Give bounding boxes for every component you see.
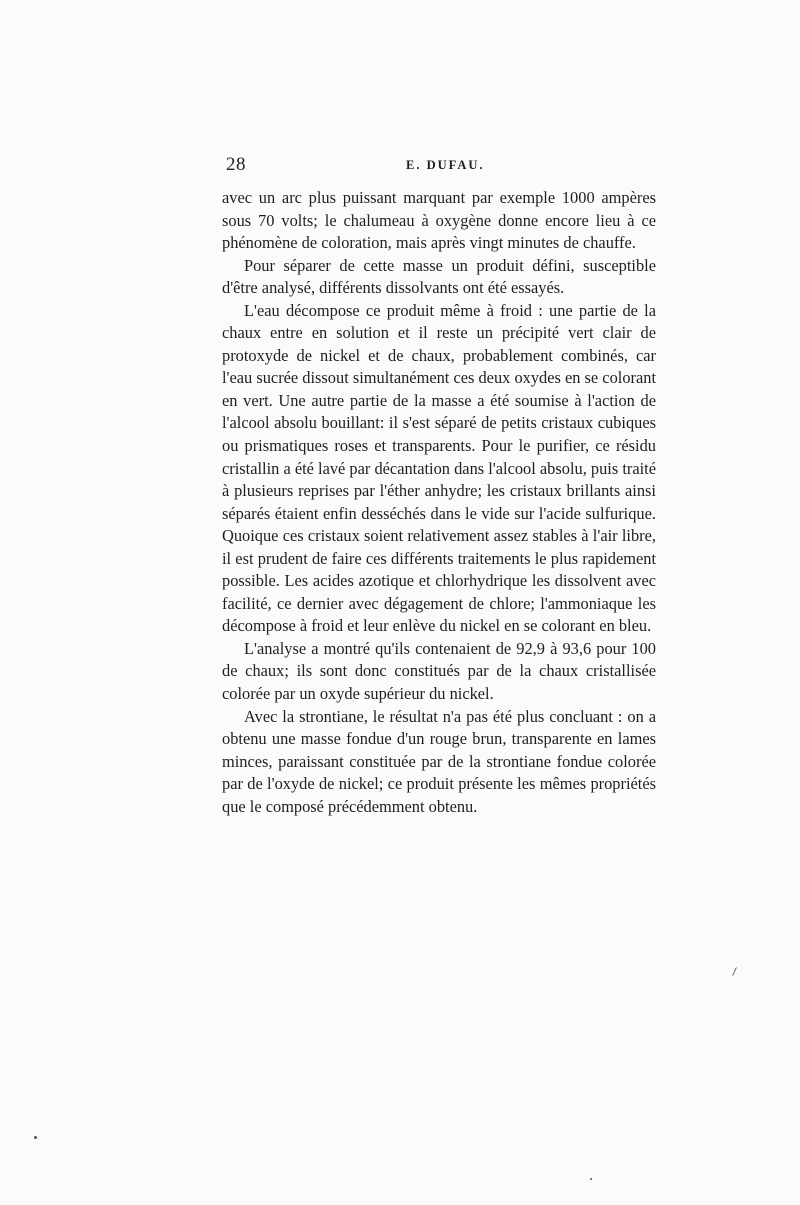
running-head-author: E. DUFAU.: [406, 158, 485, 172]
body-text: [222, 187, 656, 818]
paragraph: L'eau décompose ce produit même à froid : une partie de la chaux entre en solution et il reste un précipité vert clair de protoxyde de nickel et de chaux, probablement combinés, car l'eau sucrée dissout simultanément ces deux oxydes en se colorant en vert. Une autre partie de la masse a été soumise à l'action de l'alcool absolu bouillant: il s'est séparé de petits cristaux cubiques ou prismatiques roses et transparents. Pour le purifier, ce résidu cristallin a été lavé par décantation dans l'alcool absolu, puis traité à plusieurs reprises par l'éther anhydre; les cristaux brillants ainsi séparés étaient enfin desséchés dans le vide sur l'acide sulfurique. Quoique ces cristaux soient relativement assez stables à l'air libre, il est prudent de faire ces différents traitements le plus rapidement possible. Les acides azotique et chlorhydrique les dissolvent avec facilité, ce dernier avec dégagement de chlore; l'ammoniaque les décompose à froid et leur enlève du nickel en se colorant en bleu.: [222, 300, 656, 636]
paragraph: Pour séparer de cette masse un produit défini, susceptible d'être analysé, différents dissolvants ont été essayés.: [222, 255, 656, 298]
dust-speck: [34, 1136, 37, 1139]
ink-mark: [732, 967, 737, 976]
paragraph: Avec la strontiane, le résultat n'a pas été plus concluant : on a obtenu une masse fondue d'un rouge brun, transparente en lames minces, paraissant constituée par de la strontiane fondue colorée par de l'oxyde de nickel; ce produit présente les mêmes propriétés que le composé précédemment obtenu.: [222, 706, 656, 816]
paragraph: L'analyse a montré qu'ils contenaient de 92,9 à 93,6 pour 100 de chaux; ils sont donc constitués par de la chaux cristallisée colorée par un oxyde supérieur du nickel.: [222, 638, 656, 704]
page-number: 28: [226, 154, 246, 175]
paragraph-continuation: avec un arc plus puissant marquant par exemple 1000 ampères sous 70 volts; le chalumeau à oxygène donne encore lieu à ce phénomène de coloration, mais après vingt minutes de chauffe.: [222, 188, 656, 253]
dust-speck: [590, 1178, 592, 1180]
running-head: [226, 154, 660, 178]
